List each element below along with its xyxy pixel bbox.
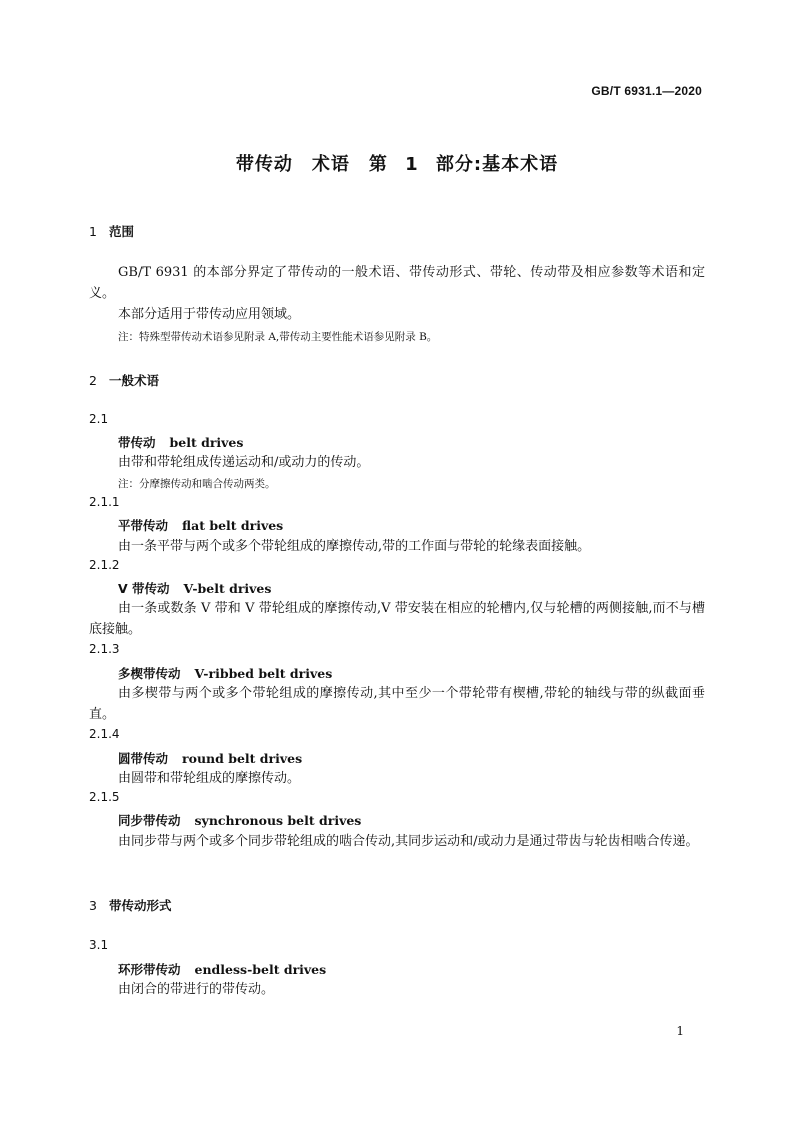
section-number: 2 [89,373,97,388]
term-definition: 由圆带和带轮组成的摩擦传动。 [118,771,301,786]
section-1-heading [89,222,134,240]
scope-paragraph-1: GB/T 6931 的本部分界定了带传动的一般术语、带传动形式、带轮、传动带及相应参数等术语和定义。 [89,265,705,301]
section-number: 1 [89,224,97,239]
term-definition: 由多楔带与两个或多个带轮组成的摩擦传动,其中至少一个带轮带有楔槽,带轮的轴线与带的纵截面垂直。 [89,686,705,722]
term-number: 2.1 [89,412,109,426]
term-zh: 同步带传动 [118,813,181,828]
term-en: round belt drives [182,751,303,766]
term-definition: 由闭合的带进行的带传动。 [118,982,275,997]
term-number: 2.1.2 [89,558,120,572]
section-title: 一般术语 [109,373,160,388]
term-zh: V 带传动 [118,581,170,596]
term-note: 注：分摩擦传动和啮合传动两类。 [118,478,276,490]
section-title: 范围 [109,224,135,239]
page-number: 1 [676,1024,684,1038]
term-en: V-belt drives [183,581,272,596]
term-heading [118,664,332,682]
term-en: flat belt drives [182,518,284,533]
section-3-heading [89,896,172,914]
term-zh: 圆带传动 [118,751,169,766]
term-heading [118,749,302,767]
term-heading [118,516,283,534]
term-definition: 由同步带与两个或多个同步带轮组成的啮合传动,其同步运动和/或动力是通过带齿与轮齿相啮合传递。 [118,834,699,849]
term-zh: 多楔带传动 [118,666,181,681]
term-definition: 由带和带轮组成传递运动和/或动力的传动。 [118,455,370,470]
term-en: endless-belt drives [194,962,327,977]
standard-id: GB/T 6931.1—2020 [591,84,702,98]
section-number: 3 [89,898,97,913]
term-number: 2.1.4 [89,727,120,741]
term-en: V-ribbed belt drives [194,666,333,681]
term-number: 2.1.3 [89,642,120,656]
term-zh: 环形带传动 [118,962,181,977]
term-heading [118,811,361,829]
term-number: 2.1.5 [89,790,120,804]
scope-paragraph-2: 本部分适用于带传动应用领域。 [118,307,301,322]
section-title: 带传动形式 [109,898,172,913]
term-en: synchronous belt drives [194,813,362,828]
term-en: belt drives [169,435,244,450]
term-heading [118,960,326,978]
scope-note: 注：特殊型带传动术语参见附录 A,带传动主要性能术语参见附录 B。 [118,331,438,343]
term-zh: 平带传动 [118,518,169,533]
term-heading [118,433,243,451]
term-definition: 由一条平带与两个或多个带轮组成的摩擦传动,带的工作面与带轮的轮缘表面接触。 [118,539,591,554]
term-definition: 由一条或数条 V 带和 V 带轮组成的摩擦传动,V 带安装在相应的轮槽内,仅与轮槽的两侧接触,而不与槽底接触。 [89,601,705,637]
term-zh: 带传动 [118,435,156,450]
term-heading [118,579,271,597]
term-number: 2.1.1 [89,495,120,509]
document-title: 带传动 术语 第 1 部分:基本术语 [235,154,559,175]
section-2-heading [89,371,159,389]
term-number: 3.1 [89,938,109,952]
